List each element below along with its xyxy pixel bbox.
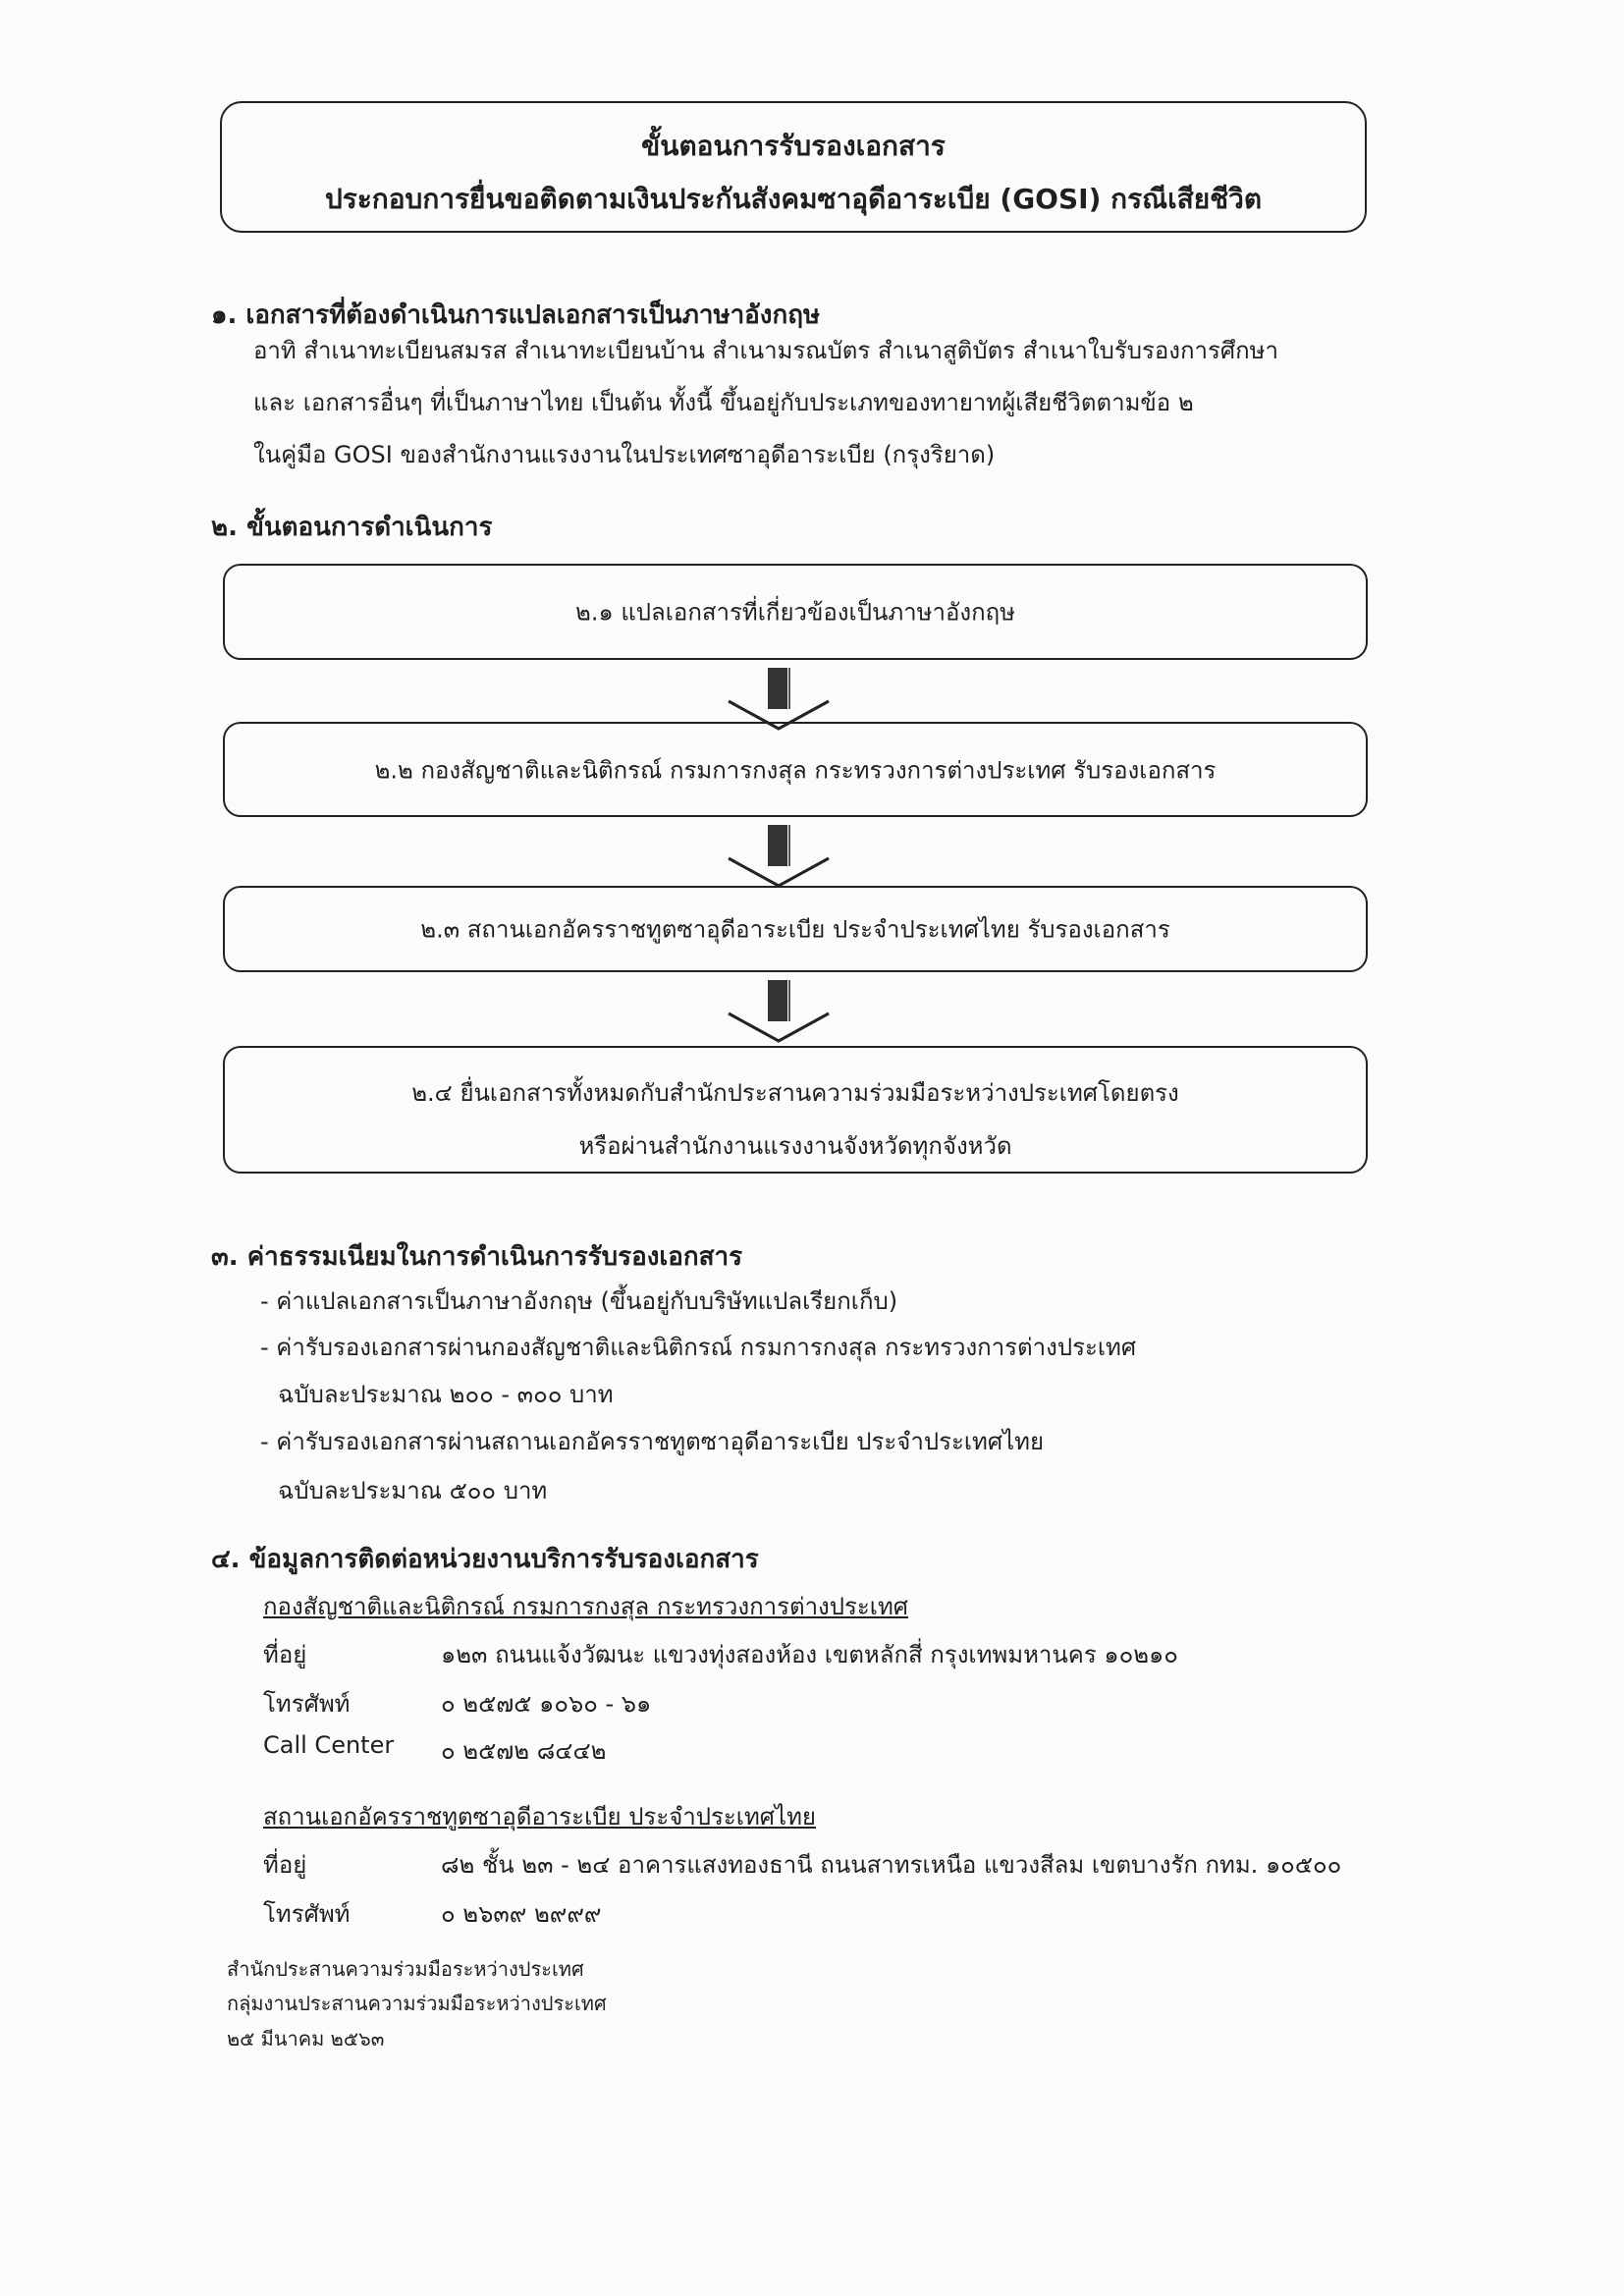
phone-label: โทรศัพท์ [263,1900,351,1928]
fee-item-continued: ฉบับละประมาณ ๕๐๐ บาท [278,1477,548,1504]
step-label: ๒.๔ ยื่นเอกสารทั้งหมดกับสำนักประสานความร่วมมือระหว่างประเทศโดยตรง [411,1079,1179,1107]
section-1-heading: ๑. เอกสารที่ต้องดำเนินการแปลเอกสารเป็นภาษาอังกฤษ [211,301,821,330]
footer-group: กลุ่มงานประสานความร่วมมือระหว่างประเทศ [227,1992,607,2015]
down-arrow-icon [725,825,833,890]
footer-date: ๒๕ มีนาคม ๒๕๖๓ [227,2027,385,2050]
call-center-value: ๐ ๒๕๗๒ ๘๔๔๒ [441,1737,607,1765]
address-label: ที่อยู่ [263,1851,307,1879]
fee-item: - ค่าแปลเอกสารเป็นภาษาอังกฤษ (ขึ้นอยู่กับบริษัทแปลเรียกเก็บ) [260,1287,898,1315]
section-1-text [253,325,1278,481]
address-label: ที่อยู่ [263,1641,307,1668]
section-3-heading: ๓. ค่าธรรมเนียมในการดำเนินการรับรองเอกสาร [211,1242,743,1272]
page-subtitle: ประกอบการยื่นขอติดตามเงินประกันสังคมซาอุดีอาระเบีย (GOSI) กรณีเสียชีวิต [324,183,1263,215]
fee-item: - ค่ารับรองเอกสารผ่านกองสัญชาติและนิติกรณ์ กรมการกงสุล กระทรวงการต่างประเทศ [260,1334,1137,1361]
contact-org-name: สถานเอกอัครราชทูตซาอุดีอาระเบีย ประจำประเทศไทย [263,1803,816,1831]
section-2-heading: ๒. ขั้นตอนการดำเนินการ [211,513,493,542]
address-value: ๘๒ ชั้น ๒๓ - ๒๔ อาคารแสงทองธานี ถนนสาทรเหนือ แขวงสีลม เขตบางรัก กทม. ๑๐๕๐๐ [441,1851,1342,1879]
call-center-label: Call Center [263,1731,395,1759]
phone-label: โทรศัพท์ [263,1690,351,1718]
section-1-line: ในคู่มือ GOSI ของสำนักงานแรงงานในประเทศซาอุดีอาระเบีย (กรุงริยาด) [253,441,996,468]
step-label: ๒.๑ แปลเอกสารที่เกี่ยวข้องเป็นภาษาอังกฤษ [575,598,1015,627]
title-box [220,101,1367,233]
section-4-heading: ๔. ข้อมูลการติดต่อหน่วยงานบริการรับรองเอกสาร [211,1545,759,1574]
section-1-line: อาทิ สำเนาทะเบียนสมรส สำเนาทะเบียนบ้าน สำเนามรณบัตร สำเนาสูติบัตร สำเนาใบรับรองการศึกษา [253,337,1278,364]
fee-item-continued: ฉบับละประมาณ ๒๐๐ - ๓๐๐ บาท [278,1381,614,1408]
page-title: ขั้นตอนการรับรองเอกสาร [641,130,946,162]
down-arrow-icon [725,980,833,1045]
step-label: หรือผ่านสำนักงานแรงงานจังหวัดทุกจังหวัด [578,1132,1012,1160]
address-value: ๑๒๓ ถนนแจ้งวัฒนะ แขวงทุ่งสองห้อง เขตหลักสี่ กรุงเทพมหานคร ๑๐๒๑๐ [441,1641,1178,1668]
footer-office: สำนักประสานความร่วมมือระหว่างประเทศ [227,1957,584,1981]
section-1-line: และ เอกสารอื่นๆ ที่เป็นภาษาไทย เป็นต้น ทั้งนี้ ขึ้นอยู่กับประเภทของทายาทผู้เสียชีวิตตามข้อ ๒ [253,389,1194,416]
step-box-2-4 [223,1046,1368,1174]
step-label: ๒.๒ กองสัญชาติและนิติกรณ์ กรมการกงสุล กระทรวงการต่างประเทศ รับรองเอกสาร [374,756,1217,784]
step-box-2-3 [223,886,1368,972]
contact-org-name: กองสัญชาติและนิติกรณ์ กรมการกงสุล กระทรวงการต่างประเทศ [263,1593,909,1620]
step-label: ๒.๓ สถานเอกอัครราชทูตซาอุดีอาระเบีย ประจำประเทศไทย รับรองเอกสาร [420,915,1170,944]
fee-item: - ค่ารับรองเอกสารผ่านสถานเอกอัครราชทูตซาอุดีอาระเบีย ประจำประเทศไทย [260,1428,1045,1455]
phone-value: ๐ ๒๕๗๕ ๑๐๖๐ - ๖๑ [441,1690,652,1718]
phone-value: ๐ ๒๖๓๙ ๒๙๙๙ [441,1900,602,1928]
step-box-2-1 [223,564,1368,660]
step-box-2-2 [223,722,1368,817]
